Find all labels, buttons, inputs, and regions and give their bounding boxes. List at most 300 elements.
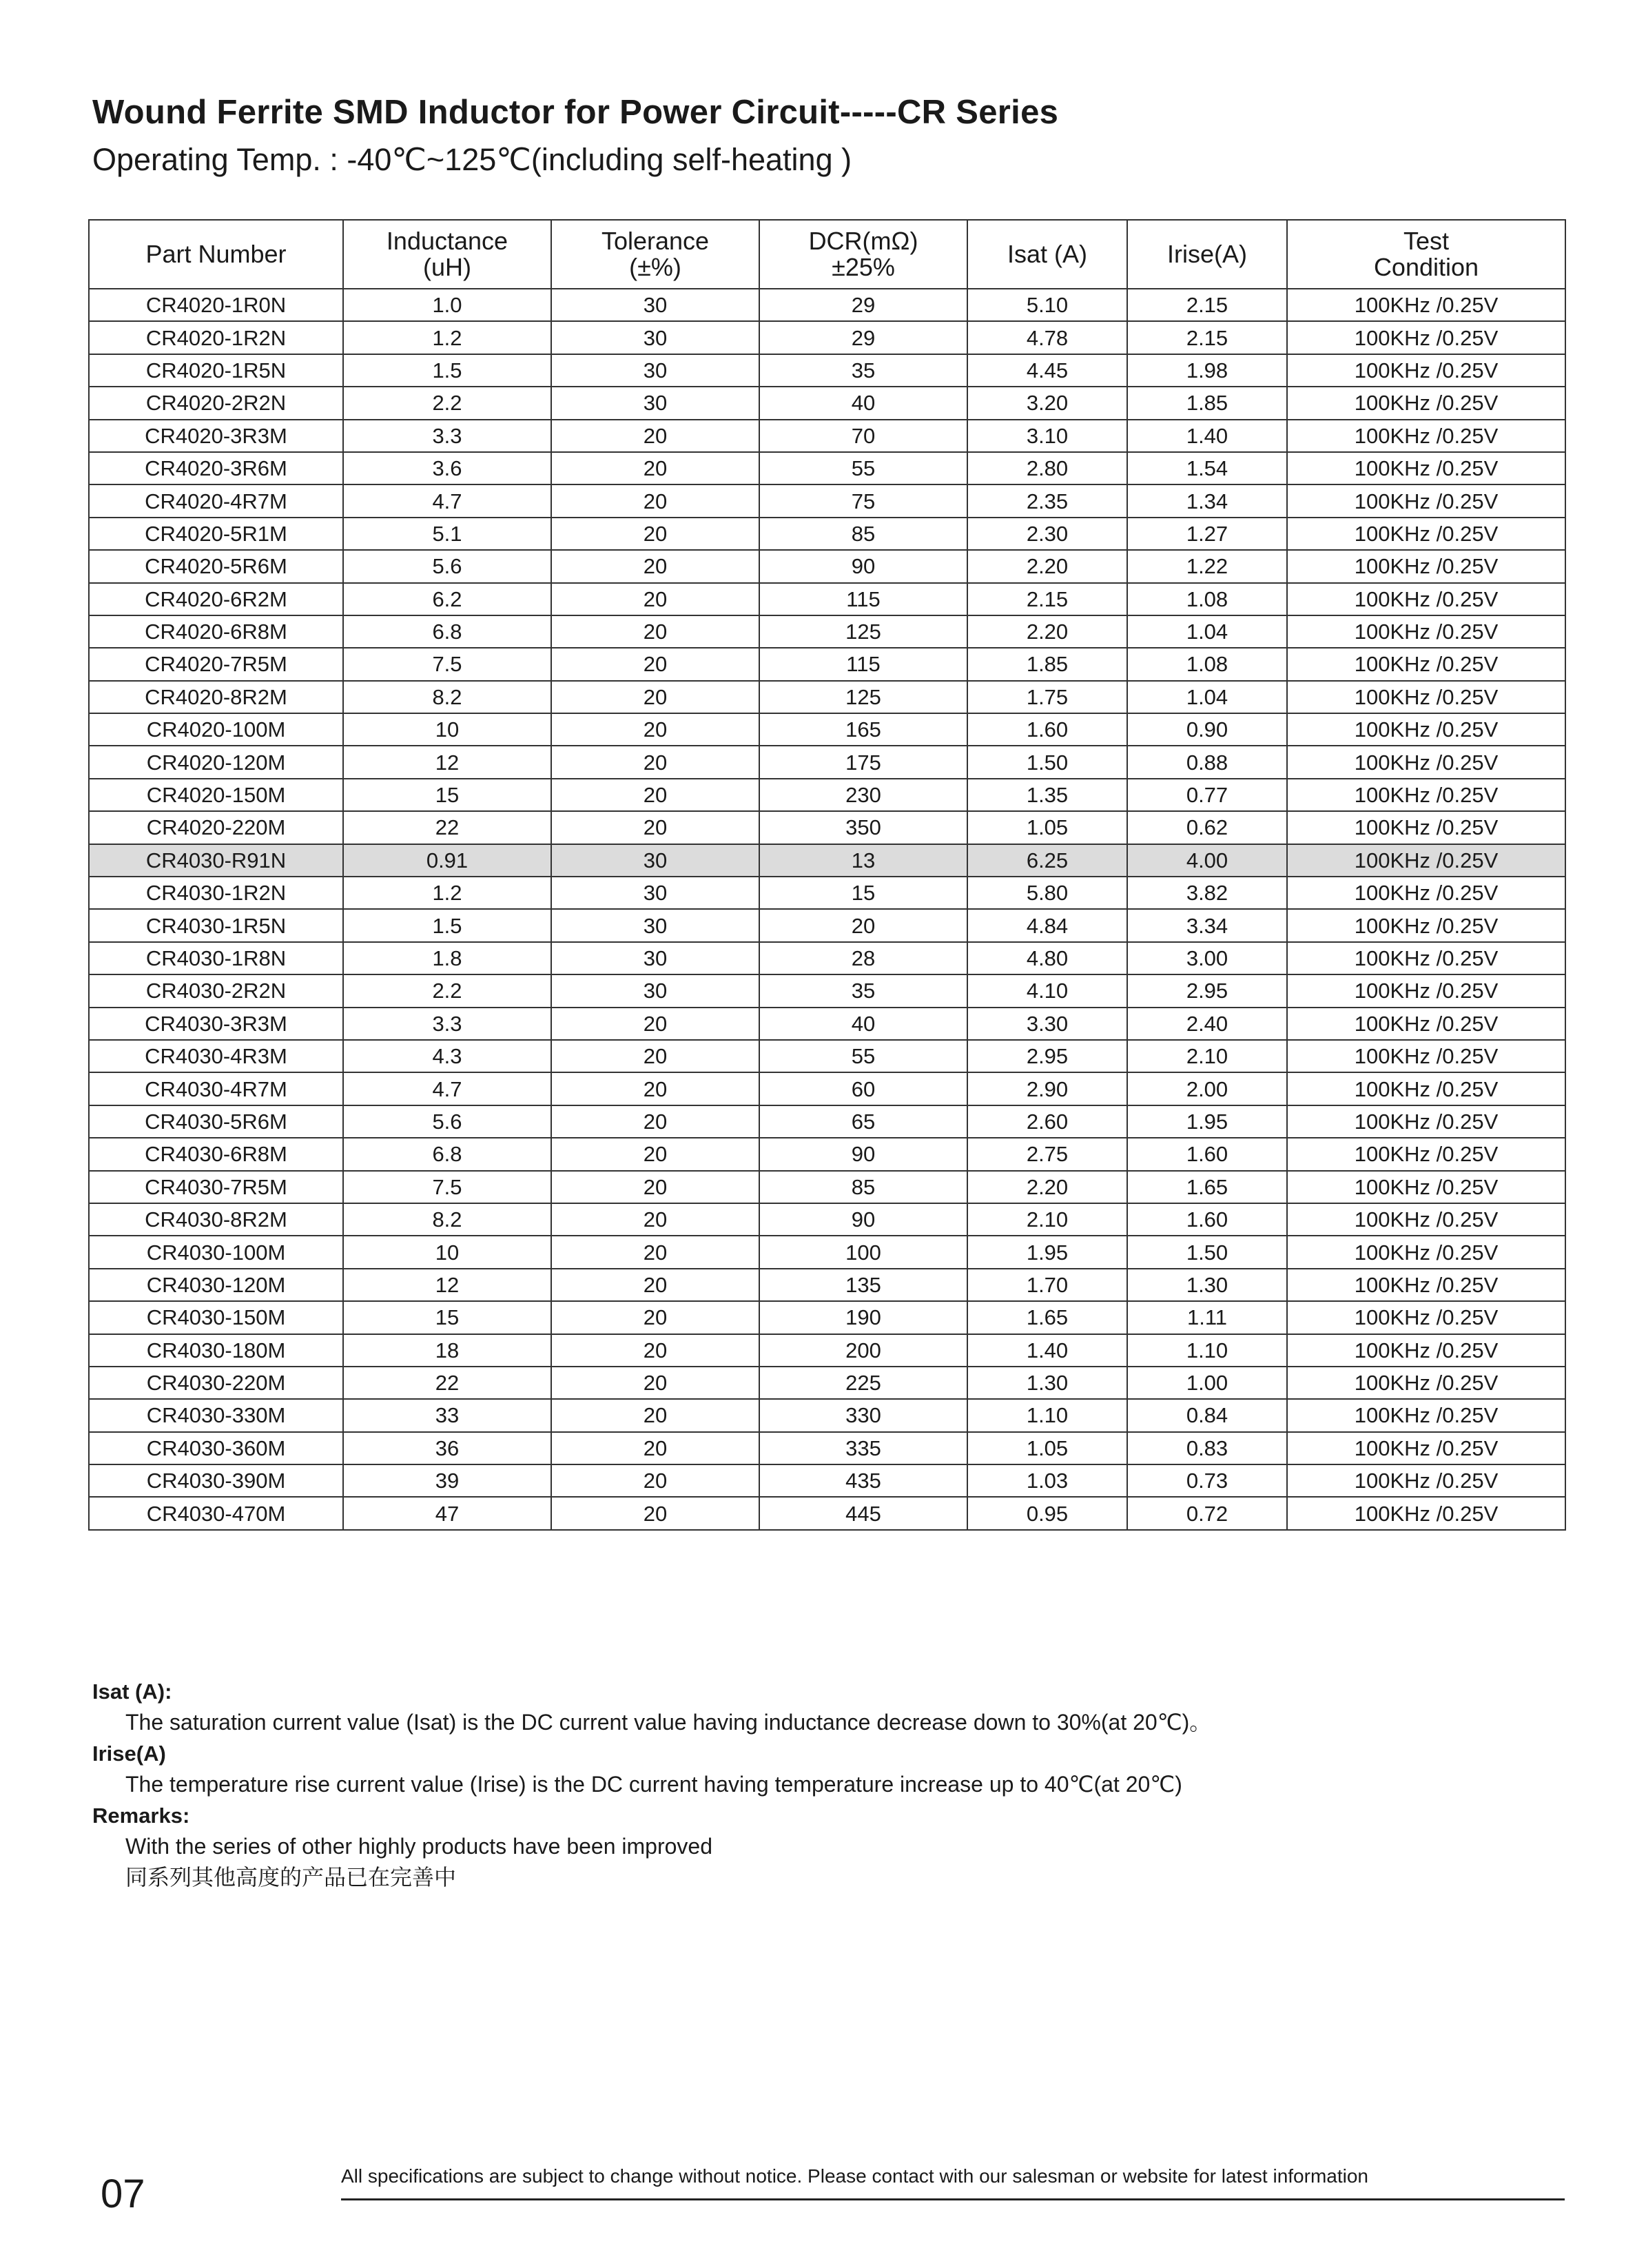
cell-dcr: 29 [759,321,967,354]
table-row [89,681,1565,713]
cell-dcr: 85 [759,1171,967,1203]
cell-test-condition: 100KHz /0.25V [1287,1236,1565,1268]
header-inductance: Inductance (uH) [343,220,551,289]
cell-irise: 1.60 [1127,1203,1287,1236]
cell-irise: 0.62 [1127,811,1287,844]
cell-irise: 1.00 [1127,1367,1287,1399]
cell-tolerance: 20 [551,811,759,844]
cell-dcr: 125 [759,681,967,713]
table-row [89,1040,1565,1072]
cell-irise: 1.04 [1127,681,1287,713]
cell-inductance: 6.8 [343,615,551,648]
remarks-heading: Remarks: [92,1804,190,1828]
cell-tolerance: 20 [551,1105,759,1138]
cell-inductance: 4.7 [343,484,551,517]
cell-irise: 2.10 [1127,1040,1287,1072]
table-row [89,583,1565,615]
spec-table-container [88,219,1565,1531]
cell-irise: 1.10 [1127,1334,1287,1367]
cell-test-condition: 100KHz /0.25V [1287,942,1565,974]
table-row [89,420,1565,452]
table-row [89,811,1565,844]
table-row [89,289,1565,321]
cell-inductance: 15 [343,1301,551,1334]
cell-dcr: 35 [759,354,967,387]
cell-isat: 1.85 [967,648,1127,680]
cell-part-number: CR4030-150M [89,1301,343,1334]
cell-part-number: CR4030-4R3M [89,1040,343,1072]
cell-inductance: 1.0 [343,289,551,321]
table-row [89,909,1565,941]
cell-irise: 1.60 [1127,1138,1287,1170]
table-row [89,713,1565,746]
cell-irise: 1.30 [1127,1269,1287,1301]
cell-tolerance: 20 [551,1040,759,1072]
cell-isat: 2.75 [967,1138,1127,1170]
cell-irise: 1.08 [1127,648,1287,680]
cell-tolerance: 30 [551,877,759,909]
cell-irise: 1.95 [1127,1105,1287,1138]
header-irise: Irise(A) [1127,220,1287,289]
cell-part-number: CR4030-7R5M [89,1171,343,1203]
cell-irise: 1.54 [1127,452,1287,484]
cell-irise: 0.88 [1127,746,1287,778]
cell-isat: 4.45 [967,354,1127,387]
cell-part-number: CR4020-120M [89,746,343,778]
cell-inductance: 1.5 [343,354,551,387]
cell-tolerance: 20 [551,1497,759,1529]
cell-dcr: 85 [759,518,967,550]
cell-dcr: 90 [759,1203,967,1236]
cell-tolerance: 20 [551,550,759,582]
cell-isat: 6.25 [967,844,1127,877]
cell-isat: 2.30 [967,518,1127,550]
cell-inductance: 39 [343,1464,551,1497]
cell-inductance: 5.1 [343,518,551,550]
table-row [89,942,1565,974]
cell-dcr: 70 [759,420,967,452]
cell-isat: 1.95 [967,1236,1127,1268]
cell-tolerance: 30 [551,942,759,974]
page-title: Wound Ferrite SMD Inductor for Power Circuit-----CR Series [92,94,1059,131]
cell-inductance: 7.5 [343,648,551,680]
header-dcr: DCR(mΩ) ±25% [759,220,967,289]
isat-description: The saturation current value (Isat) is the DC current value having inductance decrease down to 30%(at 20℃)。 [125,1710,1212,1735]
cell-irise: 1.27 [1127,518,1287,550]
cell-inductance: 3.3 [343,420,551,452]
cell-tolerance: 20 [551,1008,759,1040]
cell-part-number: CR4020-7R5M [89,648,343,680]
cell-inductance: 6.2 [343,583,551,615]
cell-test-condition: 100KHz /0.25V [1287,420,1565,452]
cell-irise: 2.95 [1127,974,1287,1007]
cell-part-number: CR4020-8R2M [89,681,343,713]
cell-inductance: 7.5 [343,1171,551,1203]
cell-tolerance: 30 [551,974,759,1007]
table-row [89,615,1565,648]
table-row [89,1236,1565,1268]
cell-isat: 3.20 [967,387,1127,419]
cell-dcr: 100 [759,1236,967,1268]
cell-isat: 2.80 [967,452,1127,484]
cell-isat: 1.10 [967,1399,1127,1431]
footer-divider [341,2198,1565,2200]
cell-irise: 2.15 [1127,289,1287,321]
cell-tolerance: 20 [551,648,759,680]
cell-test-condition: 100KHz /0.25V [1287,909,1565,941]
cell-dcr: 190 [759,1301,967,1334]
cell-irise: 1.11 [1127,1301,1287,1334]
spec-table [88,219,1566,1531]
table-body [89,289,1565,1530]
cell-irise: 1.04 [1127,615,1287,648]
header-part-number: Part Number [89,220,343,289]
table-row [89,1367,1565,1399]
cell-tolerance: 30 [551,289,759,321]
cell-tolerance: 20 [551,1301,759,1334]
table-row [89,1203,1565,1236]
cell-irise: 0.83 [1127,1432,1287,1464]
table-row [89,518,1565,550]
cell-part-number: CR4020-1R0N [89,289,343,321]
cell-dcr: 75 [759,484,967,517]
cell-part-number: CR4020-100M [89,713,343,746]
cell-tolerance: 20 [551,615,759,648]
cell-test-condition: 100KHz /0.25V [1287,1334,1565,1367]
table-row [89,321,1565,354]
cell-inductance: 0.91 [343,844,551,877]
cell-tolerance: 20 [551,1432,759,1464]
cell-isat: 2.15 [967,583,1127,615]
cell-dcr: 28 [759,942,967,974]
table-row [89,974,1565,1007]
table-row [89,1008,1565,1040]
cell-isat: 2.35 [967,484,1127,517]
cell-test-condition: 100KHz /0.25V [1287,746,1565,778]
cell-irise: 3.34 [1127,909,1287,941]
cell-dcr: 225 [759,1367,967,1399]
cell-part-number: CR4030-4R7M [89,1072,343,1105]
cell-dcr: 65 [759,1105,967,1138]
cell-part-number: CR4020-220M [89,811,343,844]
cell-tolerance: 20 [551,1236,759,1268]
cell-irise: 1.85 [1127,387,1287,419]
cell-test-condition: 100KHz /0.25V [1287,452,1565,484]
cell-isat: 2.95 [967,1040,1127,1072]
cell-dcr: 230 [759,779,967,811]
cell-test-condition: 100KHz /0.25V [1287,387,1565,419]
cell-inductance: 1.2 [343,321,551,354]
cell-inductance: 2.2 [343,974,551,1007]
table-row [89,746,1565,778]
cell-inductance: 12 [343,1269,551,1301]
cell-tolerance: 30 [551,844,759,877]
cell-dcr: 125 [759,615,967,648]
table-row [89,877,1565,909]
cell-tolerance: 20 [551,1464,759,1497]
cell-tolerance: 20 [551,518,759,550]
cell-dcr: 40 [759,387,967,419]
cell-part-number: CR4030-100M [89,1236,343,1268]
cell-test-condition: 100KHz /0.25V [1287,779,1565,811]
cell-inductance: 5.6 [343,1105,551,1138]
cell-irise: 0.72 [1127,1497,1287,1529]
table-row [89,1105,1565,1138]
cell-dcr: 40 [759,1008,967,1040]
header-tolerance: Tolerance (±%) [551,220,759,289]
cell-test-condition: 100KHz /0.25V [1287,484,1565,517]
cell-tolerance: 20 [551,1203,759,1236]
cell-part-number: CR4030-R91N [89,844,343,877]
cell-inductance: 10 [343,1236,551,1268]
cell-isat: 1.40 [967,1334,1127,1367]
cell-test-condition: 100KHz /0.25V [1287,877,1565,909]
cell-tolerance: 20 [551,681,759,713]
cell-inductance: 1.5 [343,909,551,941]
cell-test-condition: 100KHz /0.25V [1287,354,1565,387]
cell-isat: 1.60 [967,713,1127,746]
cell-irise: 3.82 [1127,877,1287,909]
table-row [89,550,1565,582]
cell-dcr: 90 [759,550,967,582]
cell-part-number: CR4030-5R6M [89,1105,343,1138]
cell-part-number: CR4030-6R8M [89,1138,343,1170]
cell-test-condition: 100KHz /0.25V [1287,974,1565,1007]
cell-inductance: 4.7 [343,1072,551,1105]
cell-test-condition: 100KHz /0.25V [1287,844,1565,877]
cell-irise: 0.77 [1127,779,1287,811]
cell-test-condition: 100KHz /0.25V [1287,550,1565,582]
cell-irise: 2.40 [1127,1008,1287,1040]
table-row [89,1269,1565,1301]
cell-test-condition: 100KHz /0.25V [1287,583,1565,615]
cell-tolerance: 30 [551,909,759,941]
cell-isat: 5.80 [967,877,1127,909]
cell-inductance: 8.2 [343,681,551,713]
cell-part-number: CR4020-3R3M [89,420,343,452]
cell-inductance: 8.2 [343,1203,551,1236]
table-row [89,1432,1565,1464]
cell-dcr: 165 [759,713,967,746]
cell-inductance: 4.3 [343,1040,551,1072]
cell-tolerance: 20 [551,1138,759,1170]
cell-isat: 1.30 [967,1367,1127,1399]
cell-isat: 1.50 [967,746,1127,778]
operating-temp-subtitle: Operating Temp. : -40℃~125℃(including self-heating ) [92,142,852,177]
cell-dcr: 35 [759,974,967,1007]
cell-test-condition: 100KHz /0.25V [1287,1367,1565,1399]
cell-part-number: CR4020-5R1M [89,518,343,550]
table-row [89,1399,1565,1431]
cell-irise: 1.22 [1127,550,1287,582]
cell-isat: 0.95 [967,1497,1127,1529]
cell-part-number: CR4030-470M [89,1497,343,1529]
cell-test-condition: 100KHz /0.25V [1287,289,1565,321]
cell-part-number: CR4030-220M [89,1367,343,1399]
cell-irise: 1.40 [1127,420,1287,452]
cell-test-condition: 100KHz /0.25V [1287,1203,1565,1236]
table-row [89,387,1565,419]
cell-part-number: CR4020-4R7M [89,484,343,517]
cell-test-condition: 100KHz /0.25V [1287,615,1565,648]
cell-inductance: 12 [343,746,551,778]
cell-isat: 4.84 [967,909,1127,941]
cell-tolerance: 20 [551,452,759,484]
cell-isat: 5.10 [967,289,1127,321]
cell-dcr: 200 [759,1334,967,1367]
cell-inductance: 5.6 [343,550,551,582]
cell-dcr: 60 [759,1072,967,1105]
cell-test-condition: 100KHz /0.25V [1287,1040,1565,1072]
cell-part-number: CR4020-2R2N [89,387,343,419]
cell-inductance: 6.8 [343,1138,551,1170]
cell-part-number: CR4030-3R3M [89,1008,343,1040]
remarks-text-chinese: 同系列其他高度的产品已在完善中 [125,1864,457,1890]
cell-dcr: 115 [759,648,967,680]
cell-isat: 2.10 [967,1203,1127,1236]
table-row [89,1072,1565,1105]
cell-tolerance: 20 [551,583,759,615]
cell-tolerance: 20 [551,779,759,811]
cell-tolerance: 20 [551,1399,759,1431]
cell-irise: 0.73 [1127,1464,1287,1497]
cell-isat: 1.05 [967,811,1127,844]
cell-tolerance: 30 [551,354,759,387]
cell-tolerance: 20 [551,1269,759,1301]
cell-isat: 1.70 [967,1269,1127,1301]
header-isat: Isat (A) [967,220,1127,289]
cell-irise: 4.00 [1127,844,1287,877]
cell-part-number: CR4030-180M [89,1334,343,1367]
cell-dcr: 135 [759,1269,967,1301]
cell-irise: 1.50 [1127,1236,1287,1268]
cell-inductance: 1.2 [343,877,551,909]
cell-test-condition: 100KHz /0.25V [1287,518,1565,550]
cell-isat: 2.20 [967,1171,1127,1203]
cell-part-number: CR4030-1R5N [89,909,343,941]
cell-irise: 3.00 [1127,942,1287,974]
cell-part-number: CR4020-5R6M [89,550,343,582]
table-row [89,354,1565,387]
table-row [89,844,1565,877]
table-row [89,484,1565,517]
cell-dcr: 445 [759,1497,967,1529]
cell-isat: 3.10 [967,420,1127,452]
cell-test-condition: 100KHz /0.25V [1287,321,1565,354]
notes-section [92,1676,1574,1893]
cell-test-condition: 100KHz /0.25V [1287,1269,1565,1301]
table-header-row [89,220,1565,289]
cell-test-condition: 100KHz /0.25V [1287,1171,1565,1203]
cell-inductance: 3.6 [343,452,551,484]
cell-inductance: 36 [343,1432,551,1464]
cell-test-condition: 100KHz /0.25V [1287,1432,1565,1464]
cell-tolerance: 30 [551,387,759,419]
cell-test-condition: 100KHz /0.25V [1287,1497,1565,1529]
cell-dcr: 175 [759,746,967,778]
cell-part-number: CR4020-3R6M [89,452,343,484]
cell-isat: 1.03 [967,1464,1127,1497]
cell-tolerance: 20 [551,746,759,778]
cell-inductance: 22 [343,1367,551,1399]
table-row [89,1301,1565,1334]
cell-test-condition: 100KHz /0.25V [1287,1105,1565,1138]
cell-irise: 2.15 [1127,321,1287,354]
cell-inductance: 10 [343,713,551,746]
cell-part-number: CR4020-6R8M [89,615,343,648]
cell-isat: 1.05 [967,1432,1127,1464]
cell-inductance: 1.8 [343,942,551,974]
cell-irise: 1.34 [1127,484,1287,517]
cell-part-number: CR4030-120M [89,1269,343,1301]
cell-part-number: CR4030-2R2N [89,974,343,1007]
cell-dcr: 335 [759,1432,967,1464]
cell-isat: 4.10 [967,974,1127,1007]
cell-inductance: 2.2 [343,387,551,419]
cell-tolerance: 20 [551,1072,759,1105]
cell-dcr: 350 [759,811,967,844]
cell-part-number: CR4030-360M [89,1432,343,1464]
page-number: 07 [101,2172,145,2216]
cell-irise: 0.90 [1127,713,1287,746]
cell-dcr: 15 [759,877,967,909]
cell-isat: 2.20 [967,615,1127,648]
header-test-condition: Test Condition [1287,220,1565,289]
cell-part-number: CR4020-1R2N [89,321,343,354]
cell-part-number: CR4030-390M [89,1464,343,1497]
cell-test-condition: 100KHz /0.25V [1287,1399,1565,1431]
cell-dcr: 115 [759,583,967,615]
cell-dcr: 435 [759,1464,967,1497]
cell-part-number: CR4020-6R2M [89,583,343,615]
table-row [89,452,1565,484]
cell-isat: 2.90 [967,1072,1127,1105]
cell-isat: 3.30 [967,1008,1127,1040]
cell-part-number: CR4030-8R2M [89,1203,343,1236]
cell-isat: 2.20 [967,550,1127,582]
cell-part-number: CR4030-1R2N [89,877,343,909]
cell-isat: 1.75 [967,681,1127,713]
cell-irise: 1.08 [1127,583,1287,615]
cell-isat: 2.60 [967,1105,1127,1138]
cell-dcr: 13 [759,844,967,877]
irise-description: The temperature rise current value (Irise) is the DC current having temperature increase up to 40℃(at 20℃) [125,1772,1182,1797]
cell-part-number: CR4030-330M [89,1399,343,1431]
cell-dcr: 55 [759,1040,967,1072]
cell-irise: 1.65 [1127,1171,1287,1203]
cell-isat: 1.35 [967,779,1127,811]
cell-isat: 1.65 [967,1301,1127,1334]
cell-tolerance: 20 [551,1334,759,1367]
cell-irise: 2.00 [1127,1072,1287,1105]
cell-test-condition: 100KHz /0.25V [1287,1008,1565,1040]
table-row [89,1497,1565,1529]
cell-tolerance: 20 [551,713,759,746]
table-row [89,1464,1565,1497]
cell-isat: 4.78 [967,321,1127,354]
irise-heading: Irise(A) [92,1741,166,1766]
isat-heading: Isat (A): [92,1679,172,1704]
cell-inductance: 3.3 [343,1008,551,1040]
cell-tolerance: 20 [551,420,759,452]
cell-test-condition: 100KHz /0.25V [1287,681,1565,713]
cell-dcr: 20 [759,909,967,941]
cell-test-condition: 100KHz /0.25V [1287,1464,1565,1497]
cell-inductance: 22 [343,811,551,844]
table-row [89,1138,1565,1170]
cell-test-condition: 100KHz /0.25V [1287,648,1565,680]
cell-part-number: CR4030-1R8N [89,942,343,974]
